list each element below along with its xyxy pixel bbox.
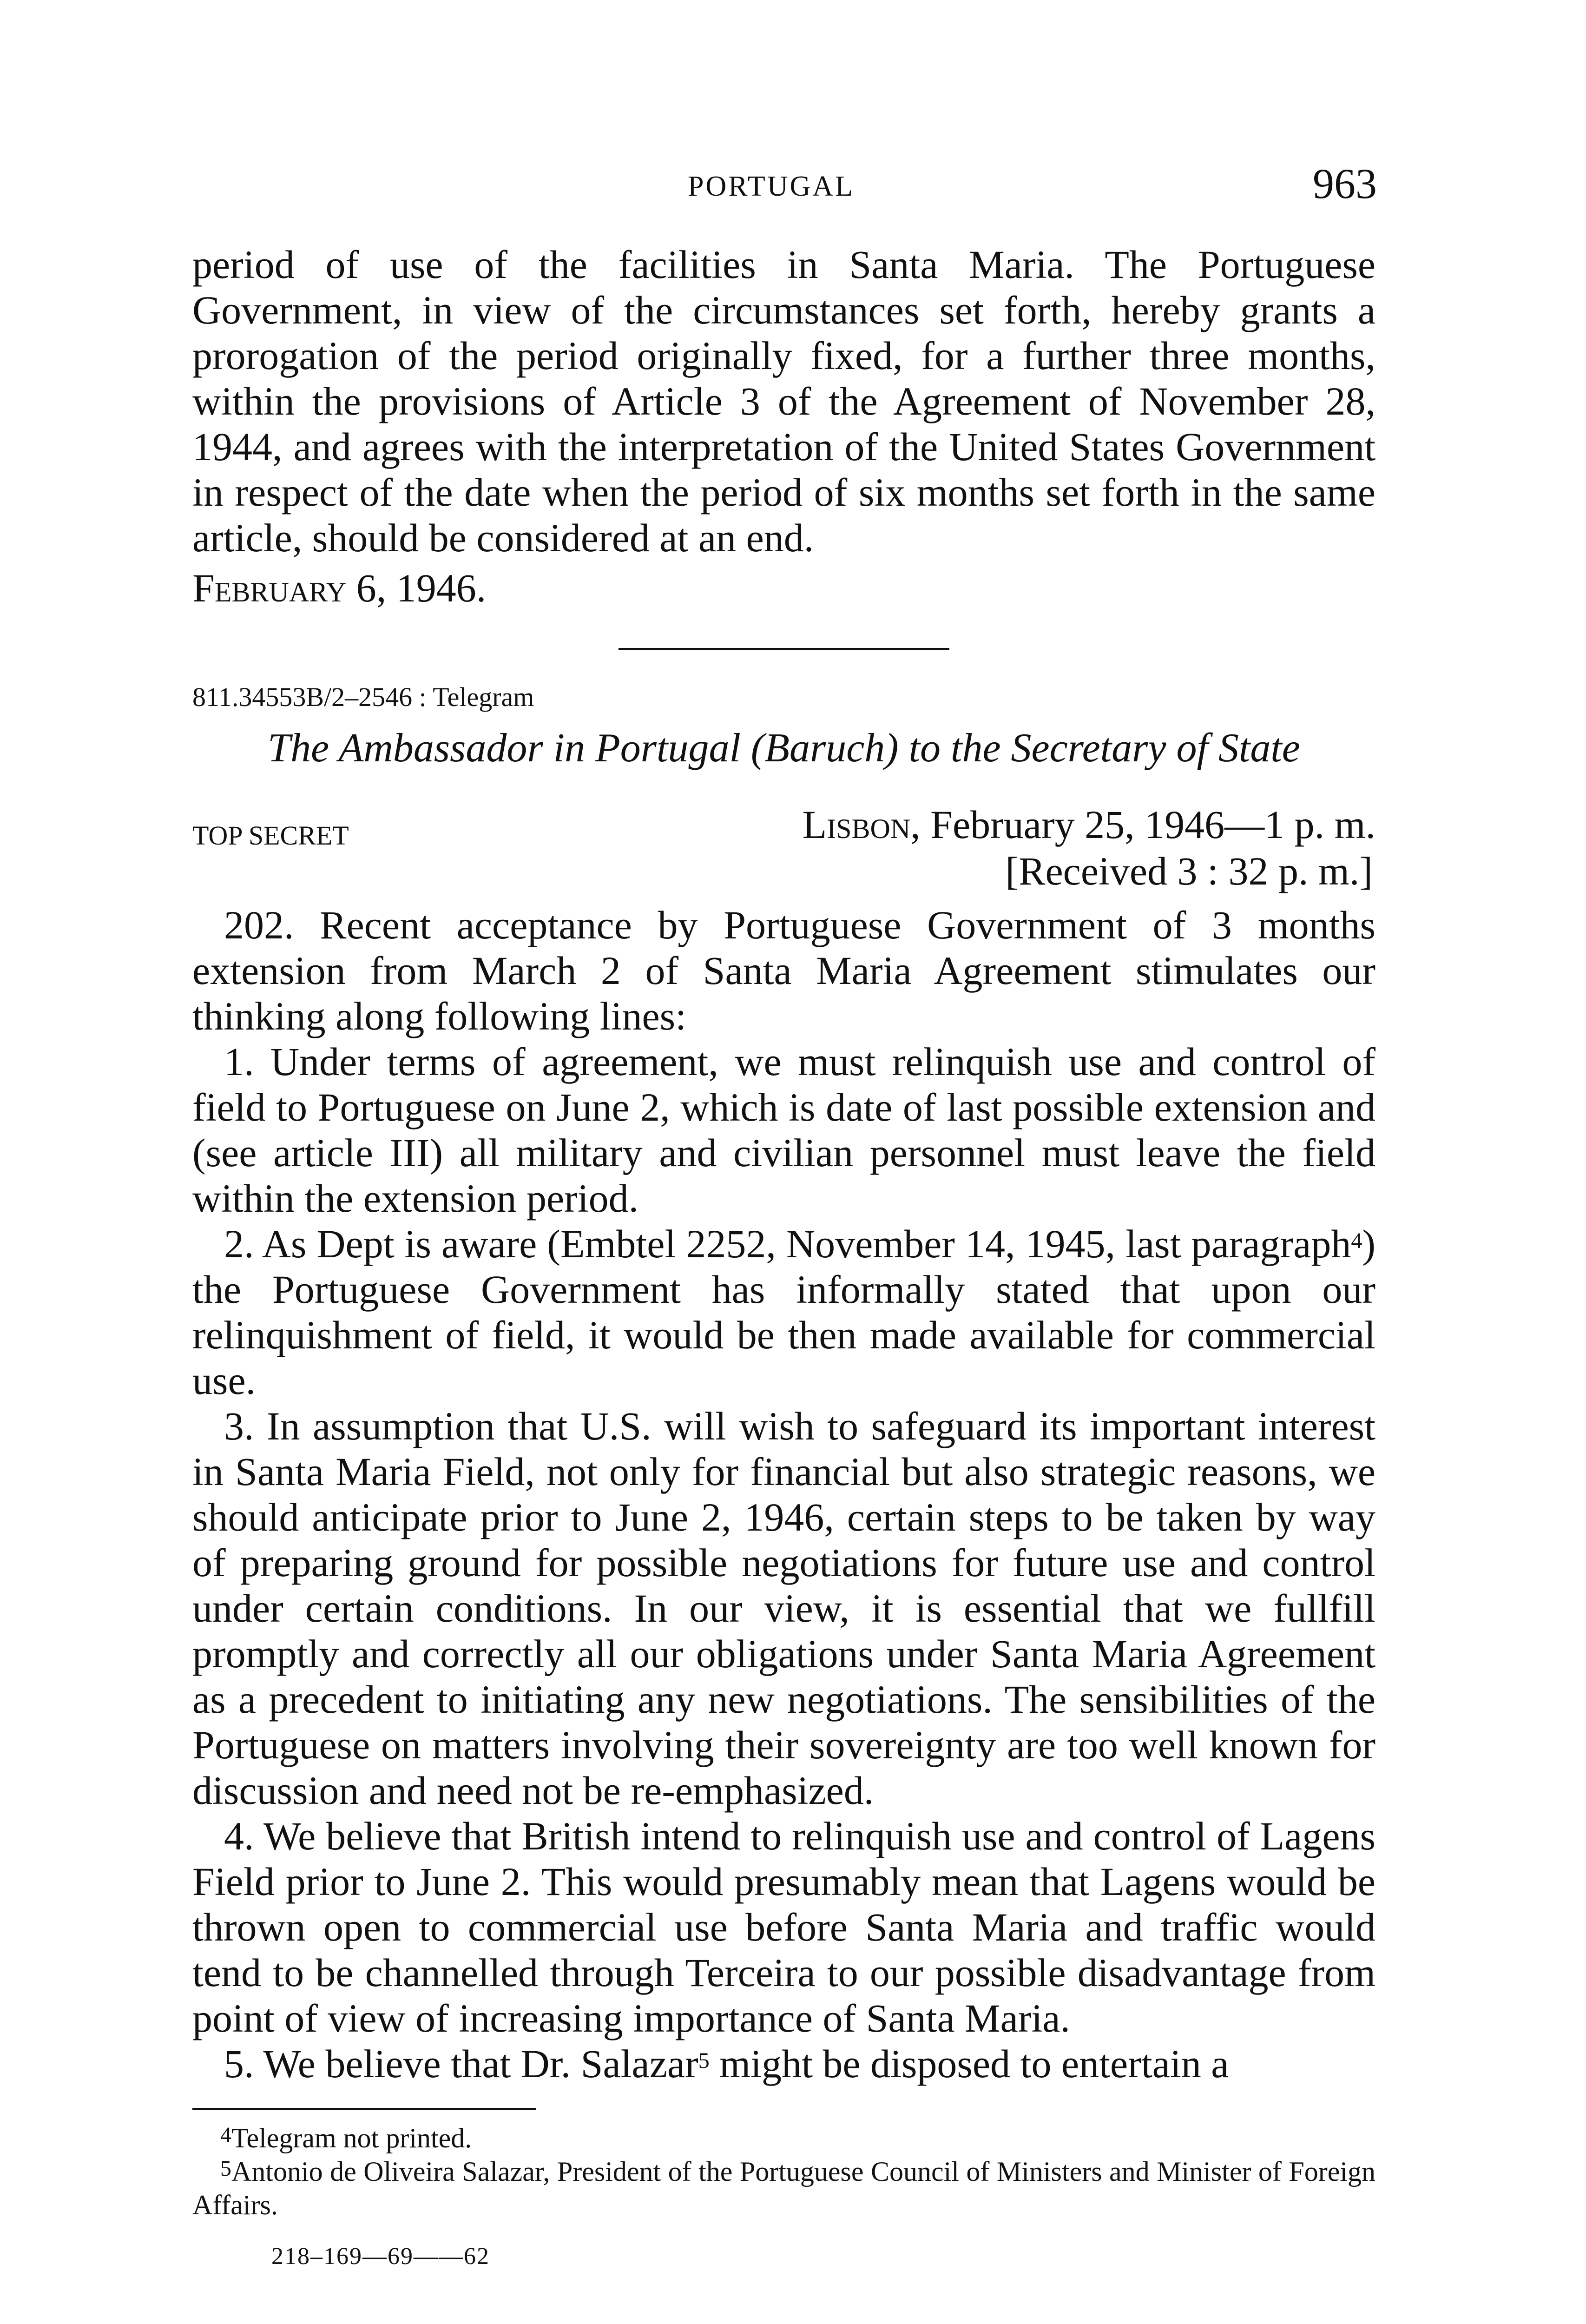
dateline-place: Lisbon [802,802,911,847]
paragraph-5-end: might be disposed to entertain a [709,2041,1229,2086]
footnote-text: Telegram not printed. [231,2123,472,2153]
classification: TOP SECRET [192,820,349,851]
footnote-4 [192,2121,1375,2155]
page-header [0,160,1586,221]
footnote-5 [192,2155,1375,2222]
print-code: 218–169—69——62 [271,2243,490,2270]
paragraph-intro: 202. Recent acceptance by Portuguese Government of 3 months extension from March 2 of Santa Maria Agreement stimulates our thinking along following lines: [192,903,1375,1038]
page-body [192,242,1375,2279]
footnote-ref-4: 4 [1351,1228,1362,1253]
paragraph-2 [192,1221,1375,1403]
paragraph-4: 4. We believe that British intend to relinquish use and control of Lagens Field prior to June 2. This would presumably mean that Lagens would be thrown open to commercial use before Santa Maria and traffic would tend to be channelled through Terceira to our possible disadvantage from point of view of increasing importance of Santa Maria. [192,1814,1375,2040]
prior-document-text: period of use of the facilities in Santa Maria. The Portuguese Government, in view of the circumstances set forth, hereby grants a prorogation of the period originally fixed, for a further three months, within the provisions of Article 3 of the Agreement of November 28, 1944, and agrees with the interpretation of the United States Government in respect of the date when the period of six months set forth in the same article, should be considered at an end. [192,242,1375,560]
telegram-meta [192,802,1375,851]
dateline [803,802,1375,847]
footnote-ref-5: 5 [698,2048,710,2073]
footnotes [192,2121,1375,2222]
footnote-mark: 4 [220,2123,231,2147]
date-rest: 6, 1946. [346,566,487,610]
paragraph-2-end: ) the Portuguese Government has informally stated that upon our relinquishment of field, it would be then made available for commercial use. [192,1221,1375,1403]
prior-document-date [192,565,1375,611]
paragraph-2-start: 2. As Dept is aware (Embtel 2252, November 14, 1945, last paragraph [224,1221,1351,1266]
paragraph-1: 1. Under terms of agreement, we must relinquish use and control of field to Portuguese on June 2, which is date of last possible extension and (see article III) all military and civilian personnel must leave the field within the extension period. [192,1039,1375,1221]
section-divider [619,648,949,650]
running-head: PORTUGAL [688,171,855,202]
page-number: 963 [1313,160,1377,207]
file-reference: 811.34553B/2–2546 : Telegram [192,682,534,712]
document-title: The Ambassador in Portugal (Baruch) to the Secretary of State [268,726,1300,771]
paragraph-5 [192,2041,1375,2086]
received-time: [Received 3 : 32 p. m.] [1005,849,1373,893]
paragraph-3: 3. In assumption that U.S. will wish to safeguard its important interest in Santa Maria Field, not only for financial but also strategic reasons, we should anticipate prior to June 2, 1946, certain steps to be taken by way of preparing ground for possible negotiations for future use and control under certain conditions. In our view, it is essential that we fullfill promptly and correctly all our obligations under Santa Maria Agreement as a precedent to initiating any new negotiations. The sensibilities of the Portuguese on matters involving their sovereignty are too well known for discussion and need not be re-emphasized. [192,1404,1375,1813]
footnote-text: Antonio de Oliveira Salazar, President of the Portuguese Council of Ministers and Minister of Foreign Affairs. [192,2156,1375,2220]
paragraph-5-start: 5. We believe that Dr. Salazar [224,2041,698,2086]
dateline-date: , February 25, 1946—1 p. m. [910,802,1375,847]
footnote-divider [192,2108,536,2110]
date-month: February [192,566,347,610]
footnote-mark: 5 [220,2156,231,2181]
